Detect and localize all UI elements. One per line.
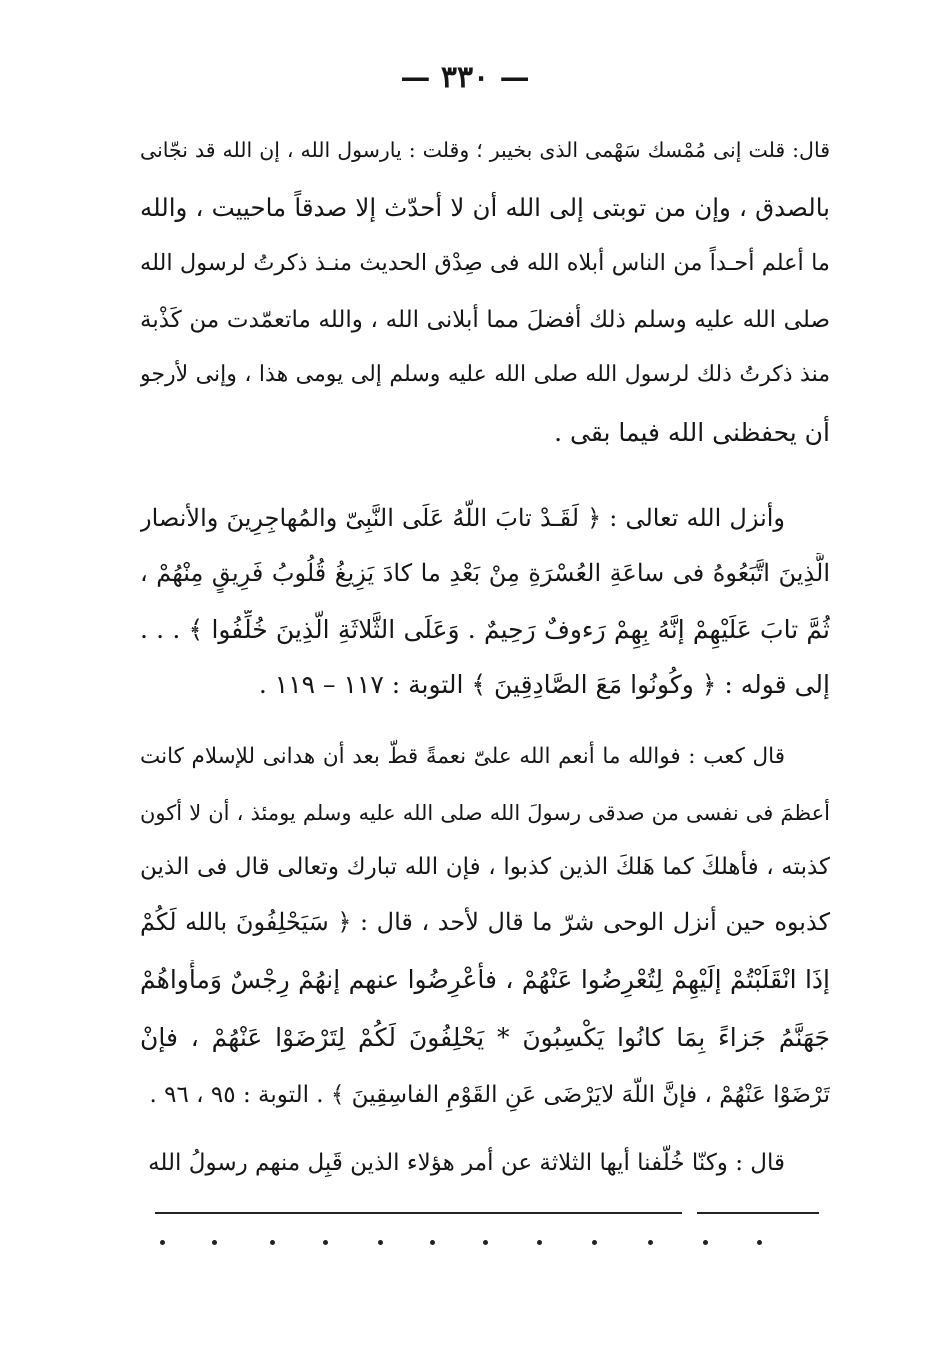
text-line: صلى الله عليه وسلم ذلك أفضلَ مما أبلانى الله ، والله ماتعمّدت من كَذْبة — [140, 307, 830, 333]
dot — [430, 1240, 435, 1245]
footnote-rule — [697, 1212, 819, 1214]
text-line: أعظمَ فى نفسى من صدقى رسولَ الله صلى الله عليه وسلم يومئذ ، أن لا أكون — [140, 801, 830, 825]
text-line: منذ ذكرتُ ذلك لرسول الله صلى الله عليه وسلم إلى يومى هذا ، وإنى لأرجو — [140, 362, 830, 387]
dot — [648, 1240, 653, 1245]
text-line: قال : وكنّا خُلّفنا أيها الثلاثة عن أمر هؤلاء الذين قَبِل منهم رسولُ الله — [148, 1150, 785, 1176]
dotted-line — [0, 1240, 930, 1252]
dot — [757, 1240, 762, 1245]
text-line: قال كعب : فوالله ما أنعم الله علىّ نعمةً قطّ بعد أن هدانى للإسلام كانت — [140, 744, 785, 769]
footnote-rule — [155, 1212, 682, 1214]
text-line: إلى قوله : ﴿ وكُونُوا مَعَ الصَّادِقِينَ ﴾ التوبة : ١١٧ – ١١٩ . — [258, 670, 830, 699]
dot — [483, 1240, 488, 1245]
dot — [703, 1240, 708, 1245]
text-line: ثُمَّ تابَ عَلَيْهِمْ إنَّهُ بِهِمْ رَءوفٌ رَحِيمٌ . وَعَلَى الثَّلاثَةِ الَّذِينَ خُلِّفُوا ﴾ . . . — [140, 615, 830, 644]
text-line: كذبوه حين أنزل الوحى شرّ ما قال لأحد ، قال : ﴿ سَيَحْلِفُونَ بالله لَكُمْ — [140, 908, 830, 936]
dot — [270, 1240, 275, 1245]
dot — [537, 1240, 542, 1245]
dot — [323, 1240, 328, 1245]
text-line: الَّذِينَ اتَّبَعُوهُ فى ساعَةِ العُسْرَةِ مِنْ بَعْدِ ما كادَ يَزِيغُ قُلُوبُ فَرِيقٍ مِنْهُمْ ، — [140, 559, 830, 587]
dot — [378, 1240, 383, 1245]
text-line: جَهَنَّمُ جَزاءً بِمَا كانُوا يَكْسِبُونَ * يَحْلِفُونَ لَكُمْ لِتَرْضَوْا عَنْهُمْ ، فإنْ — [140, 1023, 830, 1052]
text-line: كذبته ، فأهلكَ كما هَلكَ الذين كذبوا ، فإن الله تبارك وتعالى قال فى الذين — [140, 854, 830, 880]
page-number: — ٣٣٠ — — [400, 60, 530, 95]
dot — [212, 1240, 217, 1245]
text-line: أن يحفظنى الله فيما بقى . — [554, 418, 830, 447]
text-line: ما أعلم أحـداً من الناس أبلاه الله فى صِدْق الحديث منـذ ذكرتُ لرسول الله — [140, 250, 830, 276]
text-line: بالصدق ، وإن من توبتى إلى الله أن لا أحدّث إلا صدقاً ماحييت ، والله — [140, 193, 830, 222]
text-line: إذَا انْقَلَبْتُمْ إلَيْهِمْ لِتُعْرِضُوا عَنْهُمْ ، فأعْرِضُوا عنهم إنهُمْ رِجْسٌ وَمأْواهُمْ — [140, 965, 830, 994]
dot — [160, 1240, 165, 1245]
text-line: قال: قلت إنى مُمْسك سَهْمى الذى بخيبر ؛ وقلت : يارسول الله ، إن الله قد نجّانى — [140, 138, 830, 162]
dot — [592, 1240, 597, 1245]
text-line: وأنزل الله تعالى : ﴿ لَقَـدْ تابَ اللّهُ عَلَى النَّبِىّ والمُهاجِرِينَ والأنصار — [140, 504, 785, 532]
text-line: تَرْضَوْا عَنْهُمْ ، فإنَّ اللّهَ لايَرْضَى عَنِ القَوْمِ الفاسِقِينَ ﴾ . التوبة : ٩٥ ، ٩٦ . — [149, 1082, 830, 1108]
